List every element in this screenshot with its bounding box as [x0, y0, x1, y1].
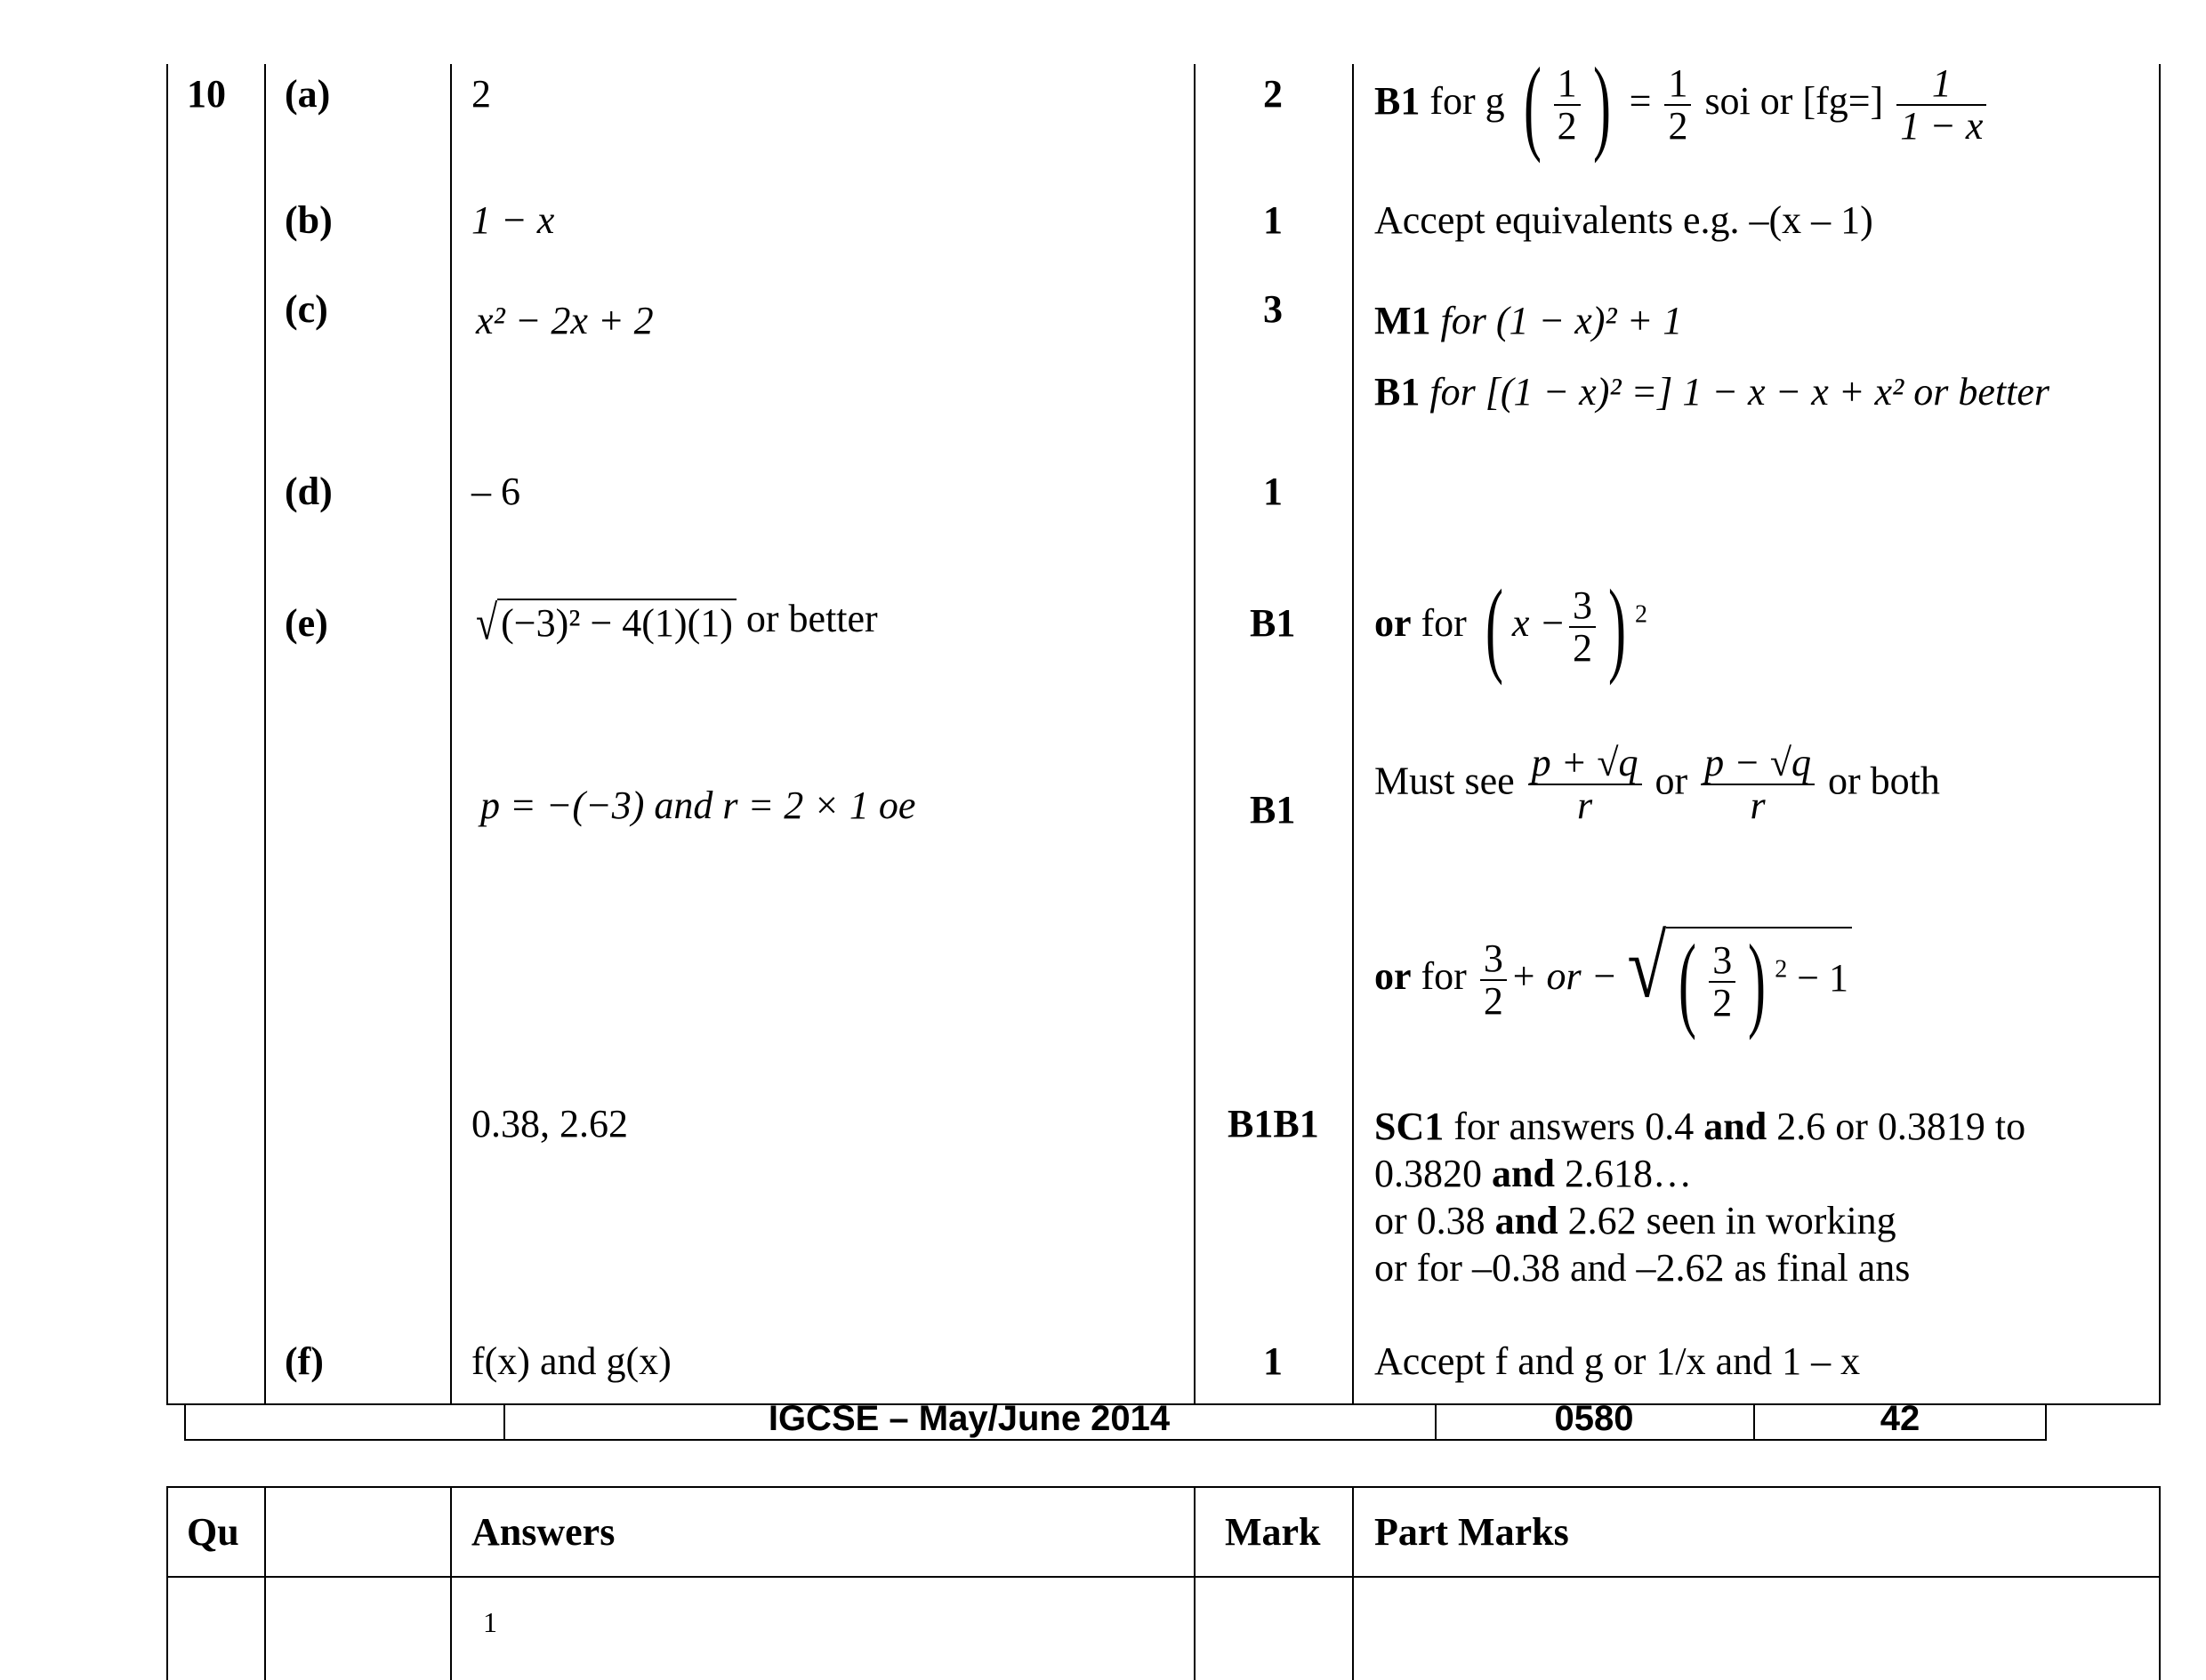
next-row-right-border — [2159, 1576, 2161, 1680]
fraction-den: 2 — [1668, 104, 1688, 148]
pm-text: 0.3820 — [1374, 1152, 1482, 1195]
squared: 2 — [1775, 955, 1788, 984]
fraction-den: 2 — [1712, 980, 1733, 1025]
and-keyword: and — [1492, 1152, 1555, 1195]
part-f-part-marks: Accept f and g or 1/x and 1 – x — [1374, 1339, 1861, 1383]
part-e-line1-answer — [476, 595, 878, 650]
part-b-label: (b) — [285, 198, 333, 242]
fraction-num: 3 — [1709, 940, 1735, 983]
pm-text: for — [1421, 954, 1467, 999]
fraction-den: 2 — [1483, 978, 1503, 1023]
left-paren: ( — [1679, 921, 1697, 1041]
part-c-answer: x² − 2x + 2 — [476, 299, 654, 342]
pm-line — [1374, 1103, 2025, 1150]
footer-exam: IGCSE – May/June 2014 — [768, 1399, 1171, 1438]
left-paren: ( — [1523, 45, 1542, 164]
part-e-line4-mark: B1B1 — [1228, 1102, 1319, 1145]
part-d-answer: – 6 — [471, 470, 520, 513]
header-divider — [264, 1486, 266, 1680]
fraction — [1896, 60, 1986, 148]
or-keyword: or — [1374, 954, 1412, 999]
fraction-num: p + √q — [1528, 743, 1642, 785]
part-f-label: (f) — [285, 1339, 324, 1383]
part-f-mark: 1 — [1263, 1339, 1283, 1383]
next-row-left-border — [166, 1576, 168, 1680]
next-row-fragment: 1 — [483, 1606, 497, 1638]
pm-text: soi or [fg=] — [1704, 79, 1884, 124]
fraction — [1709, 937, 1735, 1025]
sqrt-icon: √ — [476, 595, 498, 650]
part-a-label: (a) — [285, 72, 331, 116]
header-mark: Mark — [1225, 1510, 1321, 1554]
b1-code: B1 — [1374, 370, 1421, 414]
header-divider — [1352, 1486, 1354, 1680]
pm-text: or — [1654, 759, 1688, 803]
pm-eq: = — [1629, 79, 1652, 124]
pm-line — [1374, 1150, 2025, 1197]
right-paren: ) — [1608, 567, 1627, 686]
fraction — [1554, 60, 1581, 148]
part-a-mark: 2 — [1263, 72, 1283, 116]
pm-text: or both — [1828, 759, 1940, 803]
pm-line — [1374, 1197, 2025, 1244]
or-keyword: or — [1374, 601, 1412, 646]
pm-text: Must see — [1374, 759, 1515, 803]
fraction — [1528, 743, 1642, 826]
part-d-label: (d) — [285, 470, 333, 513]
fraction-num: 1 — [1664, 63, 1691, 106]
pm-text: for — [1421, 601, 1467, 646]
part-b-part-marks: Accept equivalents e.g. –(x – 1) — [1374, 198, 1873, 242]
pm-text: or better — [745, 597, 878, 640]
and-keyword: and — [1494, 1199, 1558, 1242]
part-e-line4-answer: 0.38, 2.62 — [471, 1102, 628, 1145]
part-b-answer: 1 − x — [471, 198, 555, 242]
pm-text: + or − — [1510, 954, 1618, 999]
part-e-line4-part-marks — [1374, 1103, 2025, 1291]
pm-text: for g — [1429, 79, 1505, 124]
header-qu: Qu — [187, 1510, 239, 1554]
header-divider — [450, 1486, 452, 1680]
part-c-mark: 3 — [1263, 287, 1283, 331]
question-number: 10 — [187, 72, 226, 116]
table-divider-part — [450, 64, 452, 1405]
sqrt — [476, 595, 737, 650]
m1-code: M1 — [1374, 299, 1431, 342]
part-e-line2-answer: p = −(−3) and r = 2 × 1 oe — [480, 784, 916, 827]
fraction — [1480, 938, 1507, 1022]
pm-text: 2.62 seen in working — [1567, 1199, 1896, 1242]
fraction-den: r — [1750, 784, 1766, 828]
table-divider-answers — [1194, 64, 1196, 1405]
fraction-den: 1 − x — [1900, 104, 1984, 148]
squared: 2 — [1635, 600, 1648, 629]
part-c-pm-m1 — [1374, 298, 1682, 345]
table-divider-qu — [264, 64, 266, 1405]
fraction-num: 1 — [1554, 63, 1581, 106]
part-d-mark: 1 — [1263, 470, 1283, 513]
part-b-mark: 1 — [1263, 198, 1283, 242]
pm-text: or 0.38 — [1374, 1199, 1485, 1242]
header-table — [166, 1486, 2161, 1578]
and-keyword: and — [1703, 1105, 1767, 1148]
pm-text: − 1 — [1797, 956, 1849, 1000]
fraction-den: r — [1577, 784, 1593, 828]
pm-x: x − — [1511, 601, 1566, 646]
part-c-label: (c) — [285, 287, 328, 331]
part-e-label: (e) — [285, 601, 328, 645]
table-divider-mark — [1352, 64, 1354, 1405]
fraction — [1569, 585, 1596, 669]
pm-line — [1374, 1244, 2025, 1291]
part-e-line2-mark: B1 — [1250, 788, 1296, 832]
sqrt-content — [1666, 921, 1852, 1041]
part-f-answer: f(x) and g(x) — [471, 1339, 672, 1383]
header-divider — [1194, 1486, 1196, 1680]
b1-code: B1 — [1374, 79, 1421, 124]
sqrt-icon: √ — [1627, 919, 1667, 1017]
part-e-line2-part-marks — [1374, 743, 1940, 826]
part-c-pm-b1 — [1374, 369, 2049, 416]
fraction-num: 3 — [1480, 938, 1507, 981]
footer-syllabus: 0580 — [1554, 1399, 1634, 1438]
left-paren: ( — [1485, 567, 1503, 686]
pm-text: 2.6 or 0.3819 to — [1776, 1105, 2026, 1148]
right-paren: ) — [1592, 45, 1611, 164]
part-a-part-marks — [1374, 45, 1990, 164]
part-e-line1-mark: B1 — [1250, 601, 1296, 645]
fraction-num: p − √q — [1701, 743, 1815, 785]
fraction — [1664, 60, 1691, 148]
fraction-num: 1 — [1896, 63, 1986, 106]
sc1-code: SC1 — [1374, 1105, 1445, 1148]
header-answers: Answers — [471, 1510, 616, 1554]
right-paren: ) — [1748, 921, 1767, 1041]
sqrt — [1627, 919, 1852, 1041]
pm-text: 2.618… — [1564, 1152, 1692, 1195]
part-e-line1-part-marks — [1374, 567, 1648, 686]
table-border-left — [166, 64, 168, 1405]
fraction-num: 3 — [1569, 585, 1596, 628]
header-part-marks: Part Marks — [1374, 1510, 1569, 1554]
pm-text: for answers 0.4 — [1453, 1105, 1695, 1148]
pm-text: or for –0.38 and –2.62 as final ans — [1374, 1246, 1911, 1290]
table-border-right — [2159, 64, 2161, 1405]
part-a-answer: 2 — [471, 72, 491, 116]
part-e-line3-part-marks — [1374, 919, 1852, 1041]
footer-paper: 42 — [1880, 1399, 1920, 1438]
sqrt-content: (−3)² − 4(1)(1) — [497, 599, 737, 647]
fraction — [1701, 743, 1815, 826]
fraction-den: 2 — [1573, 626, 1593, 670]
pm-text: for (1 − x)² + 1 — [1440, 299, 1683, 342]
fraction-den: 2 — [1557, 104, 1577, 148]
pm-text: for [(1 − x)² =] 1 − x − x + x² or better — [1429, 370, 2049, 414]
